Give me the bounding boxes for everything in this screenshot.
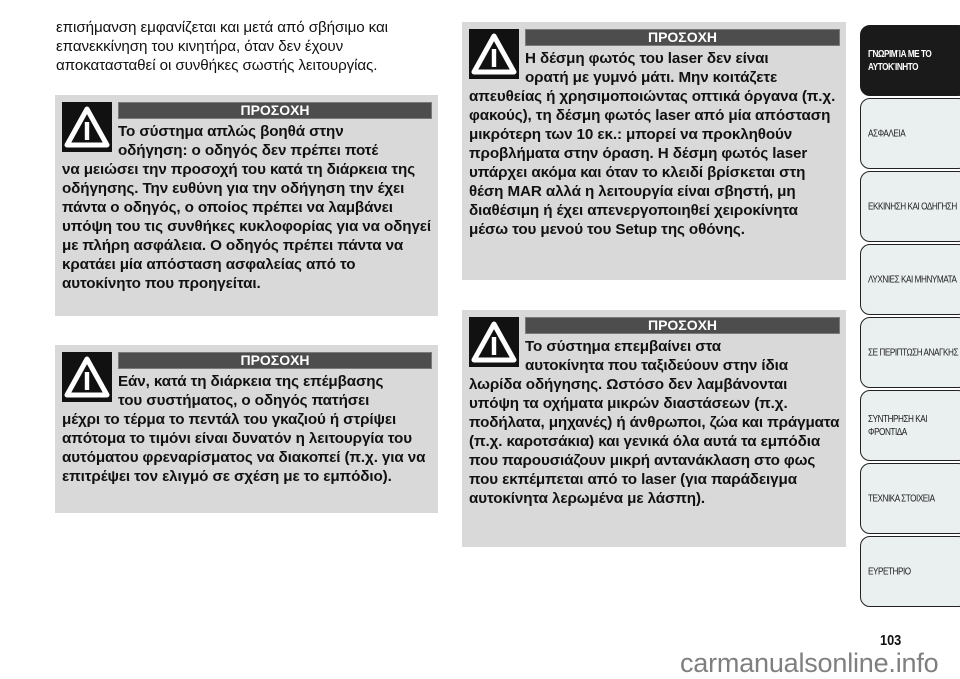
warning-line: αυτοκίνητα που ταξιδεύουν στην ίδια — [525, 357, 788, 374]
tab-emergency[interactable] — [860, 317, 960, 388]
warning-box-driver-attention — [55, 95, 438, 316]
warning-box-system-override — [55, 345, 438, 513]
warning-line: Το σύστημα απλώς βοηθά στην — [118, 123, 344, 140]
tab-index[interactable] — [860, 536, 960, 607]
tab-label: ΤΕΧΝΙΚΑ ΣΤΟΙΧΕΙΑ — [868, 492, 935, 504]
warning-line: Εάν, κατά τη διάρκεια της επέμβασης — [118, 373, 384, 390]
warning-line: ορατή με γυμνό μάτι. Μην κοιτάζετε — [525, 69, 778, 86]
tab-lights-messages[interactable] — [860, 244, 960, 315]
tab-label: ΓΝΩΡΙΜΊΑ ΜΕ ΤΟ ΑΥΤΟΚΊΝΗΤΟ — [868, 47, 932, 73]
tab-label: ΣΕ ΠΕΡΙΠΤΩΣΗ ΑΝΑΓΚΗΣ — [868, 346, 959, 358]
tab-label: ΛΥΧΝΙΕΣ ΚΑΙ ΜΗΝΥΜΑΤΑ — [868, 273, 957, 285]
warning-text — [62, 372, 432, 486]
warning-title: ΠΡΟΣΟΧΗ — [525, 317, 840, 334]
warning-line: οδήγηση: ο οδηγός δεν πρέπει ποτέ — [118, 142, 379, 159]
warning-box-laser — [462, 22, 846, 280]
warning-text — [62, 122, 432, 293]
page-number: 103 — [880, 632, 902, 649]
warning-title: ΠΡΟΣΟΧΗ — [118, 102, 432, 119]
watermark: carmanualsonline.info — [680, 648, 939, 678]
warning-title: ΠΡΟΣΟΧΗ — [118, 352, 432, 369]
tab-safety[interactable] — [860, 98, 960, 169]
warning-box-detection-limits — [462, 310, 846, 547]
tab-maintenance[interactable] — [860, 390, 960, 461]
tab-label: ΣΥΝΤΗΡΗΣΗ ΚΑΙ ΦΡΟΝΤΙΔΑ — [868, 412, 928, 438]
warning-title: ΠΡΟΣΟΧΗ — [525, 29, 840, 46]
warning-text-rest: λωρίδα οδήγησης. Ωστόσο δεν λαμβάνονται υπόψη τα οχήματα μικρών διαστάσεων (π.χ. ποδήλατα, μηχανές) ή άνθρωποι, ζώα και πράγματα (π.χ. καροτσάκια) και γενικά όλα αυτά τα εμπόδια που παρουσιάζουν μικρή αντανάκλαση στο φως που εκπέμπεται από το laser (για παράδειγμα αυτοκίνητα λερωμένα με λάσπη). — [469, 376, 840, 507]
tab-starting-driving[interactable] — [860, 171, 960, 242]
warning-text-rest: μέχρι το τέρμα το πεντάλ του γκαζιού ή στρίψει απότομα το τιμόνι είναι δυνατόν η λειτουργία του αυτόματου φρεναρίσματος να διακοπεί (π.χ. για να επιτρέψει τον ελιγμό σε σχέση με το εμπόδιο). — [62, 411, 426, 485]
warning-line: Το σύστημα επεμβαίνει στα — [525, 338, 722, 355]
warning-line: Η δέσμη φωτός του laser δεν είναι — [525, 50, 769, 67]
intro-paragraph: επισήμανση εμφανίζεται και μετά από σβήσιμο και επανεκκίνηση του κινητήρα, όταν δεν έχουν αποκατασταθεί οι συνθήκες σωστής λειτουργίας. — [56, 19, 388, 74]
warning-text — [469, 337, 840, 508]
tab-label: ΕΥΡΕΤΗΡΙΟ — [868, 565, 911, 577]
warning-text-rest: απευθείας ή χρησιμοποιώντας οπτικά όργανα (π.χ. φακούς), τη δέσμη φωτός laser από μία απόσταση μικρότερη των 10 εκ.: μπορεί να προκληθούν προβλήματα στην όραση. Η δέσμη φωτός laser υπάρχει ακόμα και όταν το κλειδί βρίσκεται στη θέση MAR αλλά η λειτουργία είναι σβηστή, μη διαθέσιμη ή έχει απενεργοποιηθεί χειροκίνητα μέσω του μενού του Setup της οθόνης. — [469, 88, 836, 238]
tab-technical-data[interactable] — [860, 463, 960, 534]
tab-getting-to-know-car[interactable] — [860, 25, 960, 96]
warning-line: του συστήματος, ο οδηγός πατήσει — [118, 392, 370, 409]
warning-text — [469, 49, 840, 239]
warning-text-rest: να μειώσει την προσοχή του κατά τη διάρκεια της οδήγησης. Την ευθύνη για την οδήγηση την έχει πάντα ο οδηγός, ο οποίος πρέπει να λαμβάνει υπόψη του τις συνθήκες κυκλοφορίας για να οδηγεί με πλήρη ασφάλεια. Ο οδηγός πρέπει πάντα να κρατάει μία απόσταση ασφαλείας από το αυτοκίνητο που προηγείται. — [62, 161, 432, 292]
tab-label: ΑΣΦΑΛΕΙΑ — [868, 127, 906, 139]
tab-label: ΕΚΚΙΝΗΣΗ ΚΑΙ ΟΔΗΓΗΣΗ — [868, 200, 957, 212]
